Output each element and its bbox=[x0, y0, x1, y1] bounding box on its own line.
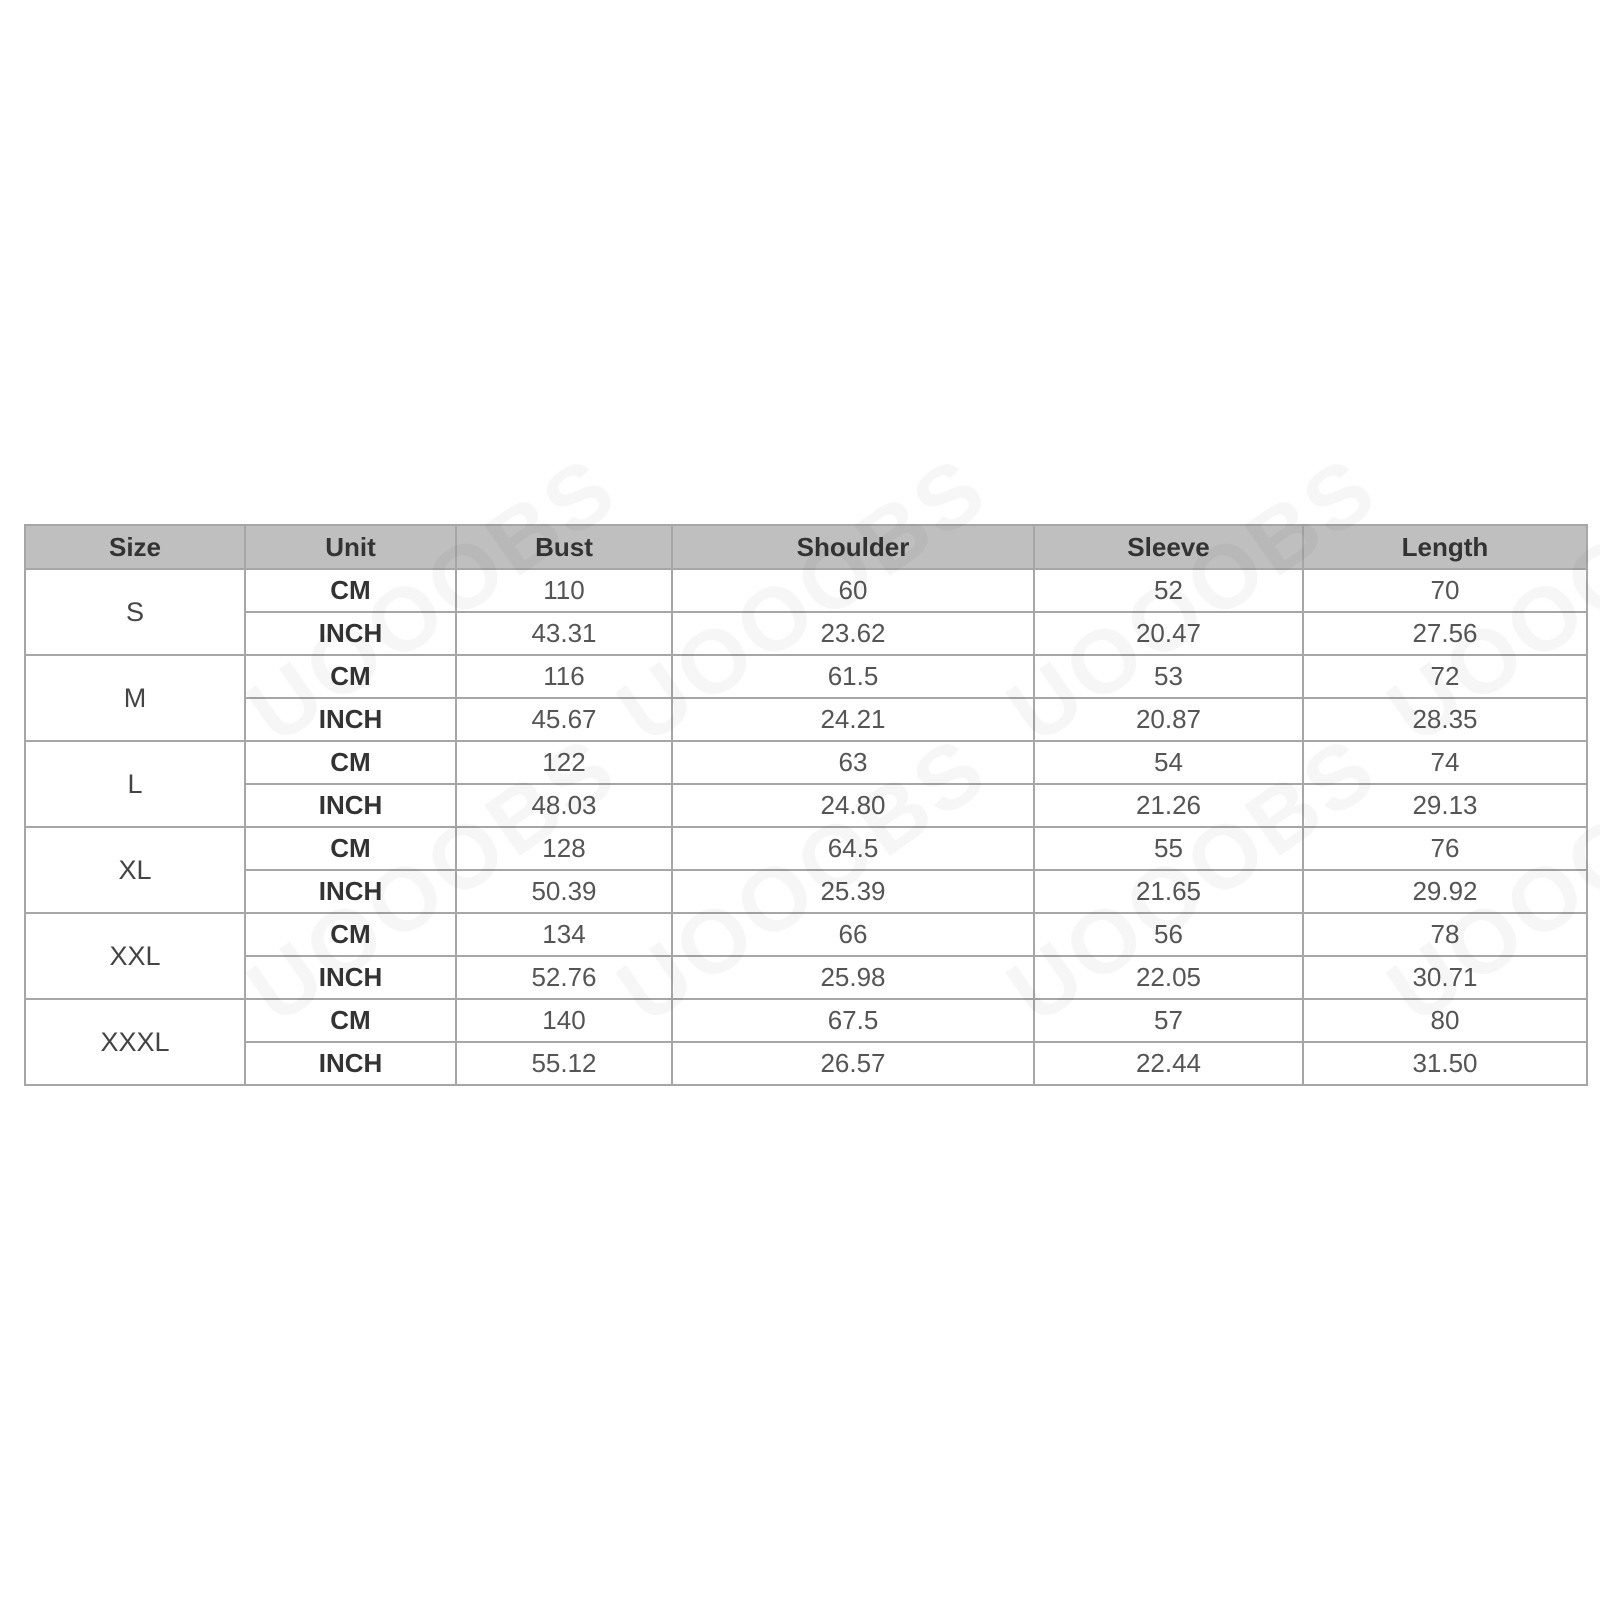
table-row bbox=[25, 999, 1587, 1042]
sleeve-value-cell: 20.87 bbox=[1034, 698, 1303, 741]
unit-cell: INCH bbox=[245, 956, 456, 999]
bust-value-cell: 45.67 bbox=[456, 698, 672, 741]
length-value-cell: 74 bbox=[1303, 741, 1587, 784]
sleeve-value-cell: 55 bbox=[1034, 827, 1303, 870]
bust-value-cell: 52.76 bbox=[456, 956, 672, 999]
header-unit: Unit bbox=[245, 525, 456, 569]
size-label-cell: L bbox=[25, 741, 245, 827]
unit-cell: INCH bbox=[245, 698, 456, 741]
length-value-cell: 31.50 bbox=[1303, 1042, 1587, 1085]
table-header-row bbox=[25, 525, 1587, 569]
size-label-cell: XXXL bbox=[25, 999, 245, 1085]
length-value-cell: 30.71 bbox=[1303, 956, 1587, 999]
shoulder-value-cell: 26.57 bbox=[672, 1042, 1034, 1085]
table-row bbox=[25, 956, 1587, 999]
sleeve-value-cell: 54 bbox=[1034, 741, 1303, 784]
length-value-cell: 80 bbox=[1303, 999, 1587, 1042]
bust-value-cell: 110 bbox=[456, 569, 672, 612]
sleeve-value-cell: 20.47 bbox=[1034, 612, 1303, 655]
bust-value-cell: 122 bbox=[456, 741, 672, 784]
unit-cell: CM bbox=[245, 827, 456, 870]
table-row bbox=[25, 913, 1587, 956]
shoulder-value-cell: 64.5 bbox=[672, 827, 1034, 870]
header-shoulder: Shoulder bbox=[672, 525, 1034, 569]
length-value-cell: 76 bbox=[1303, 827, 1587, 870]
unit-cell: CM bbox=[245, 655, 456, 698]
unit-cell: INCH bbox=[245, 612, 456, 655]
length-value-cell: 28.35 bbox=[1303, 698, 1587, 741]
bust-value-cell: 140 bbox=[456, 999, 672, 1042]
sleeve-value-cell: 53 bbox=[1034, 655, 1303, 698]
size-label-cell: M bbox=[25, 655, 245, 741]
shoulder-value-cell: 66 bbox=[672, 913, 1034, 956]
table-body bbox=[25, 569, 1587, 1085]
table-row bbox=[25, 698, 1587, 741]
length-value-cell: 72 bbox=[1303, 655, 1587, 698]
shoulder-value-cell: 67.5 bbox=[672, 999, 1034, 1042]
shoulder-value-cell: 25.39 bbox=[672, 870, 1034, 913]
length-value-cell: 78 bbox=[1303, 913, 1587, 956]
table-row bbox=[25, 741, 1587, 784]
sleeve-value-cell: 21.65 bbox=[1034, 870, 1303, 913]
sleeve-value-cell: 57 bbox=[1034, 999, 1303, 1042]
header-sleeve: Sleeve bbox=[1034, 525, 1303, 569]
shoulder-value-cell: 24.80 bbox=[672, 784, 1034, 827]
shoulder-value-cell: 61.5 bbox=[672, 655, 1034, 698]
table-row bbox=[25, 1042, 1587, 1085]
bust-value-cell: 55.12 bbox=[456, 1042, 672, 1085]
header-size: Size bbox=[25, 525, 245, 569]
shoulder-value-cell: 24.21 bbox=[672, 698, 1034, 741]
header-length: Length bbox=[1303, 525, 1587, 569]
length-value-cell: 29.92 bbox=[1303, 870, 1587, 913]
shoulder-value-cell: 23.62 bbox=[672, 612, 1034, 655]
sleeve-value-cell: 56 bbox=[1034, 913, 1303, 956]
length-value-cell: 29.13 bbox=[1303, 784, 1587, 827]
table-row bbox=[25, 784, 1587, 827]
unit-cell: CM bbox=[245, 999, 456, 1042]
bust-value-cell: 48.03 bbox=[456, 784, 672, 827]
header-bust: Bust bbox=[456, 525, 672, 569]
table-row bbox=[25, 655, 1587, 698]
unit-cell: INCH bbox=[245, 870, 456, 913]
shoulder-value-cell: 60 bbox=[672, 569, 1034, 612]
size-label-cell: XXL bbox=[25, 913, 245, 999]
shoulder-value-cell: 63 bbox=[672, 741, 1034, 784]
table-row bbox=[25, 870, 1587, 913]
table-row bbox=[25, 569, 1587, 612]
size-label-cell: XL bbox=[25, 827, 245, 913]
unit-cell: CM bbox=[245, 913, 456, 956]
length-value-cell: 70 bbox=[1303, 569, 1587, 612]
sleeve-value-cell: 52 bbox=[1034, 569, 1303, 612]
table-row bbox=[25, 612, 1587, 655]
sleeve-value-cell: 22.44 bbox=[1034, 1042, 1303, 1085]
unit-cell: INCH bbox=[245, 1042, 456, 1085]
size-label-cell: S bbox=[25, 569, 245, 655]
size-chart-table bbox=[24, 524, 1588, 1086]
bust-value-cell: 43.31 bbox=[456, 612, 672, 655]
bust-value-cell: 50.39 bbox=[456, 870, 672, 913]
bust-value-cell: 116 bbox=[456, 655, 672, 698]
table-row bbox=[25, 827, 1587, 870]
unit-cell: CM bbox=[245, 741, 456, 784]
length-value-cell: 27.56 bbox=[1303, 612, 1587, 655]
unit-cell: INCH bbox=[245, 784, 456, 827]
sleeve-value-cell: 21.26 bbox=[1034, 784, 1303, 827]
unit-cell: CM bbox=[245, 569, 456, 612]
sleeve-value-cell: 22.05 bbox=[1034, 956, 1303, 999]
bust-value-cell: 128 bbox=[456, 827, 672, 870]
bust-value-cell: 134 bbox=[456, 913, 672, 956]
shoulder-value-cell: 25.98 bbox=[672, 956, 1034, 999]
